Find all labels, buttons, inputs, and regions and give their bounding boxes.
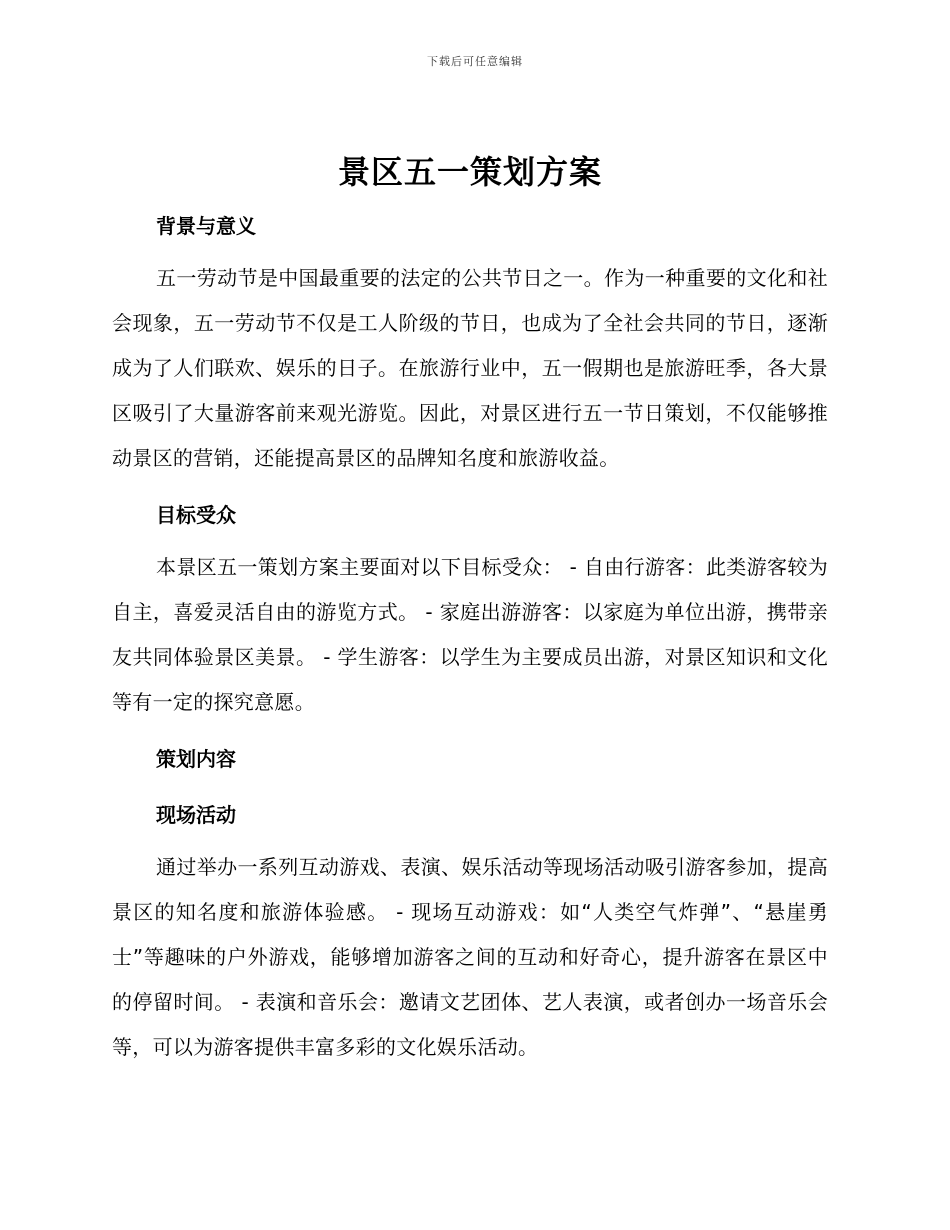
section-heading-audience: 目标受众: [156, 503, 236, 527]
page-header-note: 下载后可任意编辑: [427, 55, 523, 68]
section-heading-background: 背景与意义: [156, 214, 256, 238]
section-paragraph-audience: 本景区五一策划方案主要面对以下目标受众： - 自由行游客：此类游客较为自主，喜爱灵活自由的游览方式。 - 家庭出游游客：以家庭为单位出游，携带亲友共同体验景区美景。 - 学生游客：以学生为主要成员出游，对景区知识和文化等有一定的探究意愿。: [112, 555, 828, 714]
section-paragraph-background: 五一劳动节是中国最重要的法定的公共节日之一。作为一种重要的文化和社会现象，五一劳动节不仅是工人阶级的节日，也成为了全社会共同的节日，逐渐成为了人们联欢、娱乐的日子。在旅游行业中，五一假期也是旅游旺季，各大景区吸引了大量游客前来观光游览。因此，对景区进行五一节日策划，不仅能够推动景区的营销，还能提高景区的品牌知名度和旅游收益。: [112, 266, 828, 470]
section-heading-activities: 现场活动: [156, 803, 236, 827]
document-title: 景区五一策划方案: [337, 153, 602, 191]
section-heading-plan: 策划内容: [156, 747, 236, 771]
section-paragraph-activities: 通过举办一系列互动游戏、表演、娱乐活动等现场活动吸引游客参加，提高景区的知名度和旅游体验感。 - 现场互动游戏：如“人类空气炸弹”、“悬崖勇士”等趣味的户外游戏，能够增加游客之间的互动和好奇心，提升游客在景区中的停留时间。 - 表演和音乐会：邀请文艺团体、艺人表演，或者创办一场音乐会等，可以为游客提供丰富多彩的文化娱乐活动。: [112, 855, 828, 1059]
document-body: [112, 148, 828, 1070]
